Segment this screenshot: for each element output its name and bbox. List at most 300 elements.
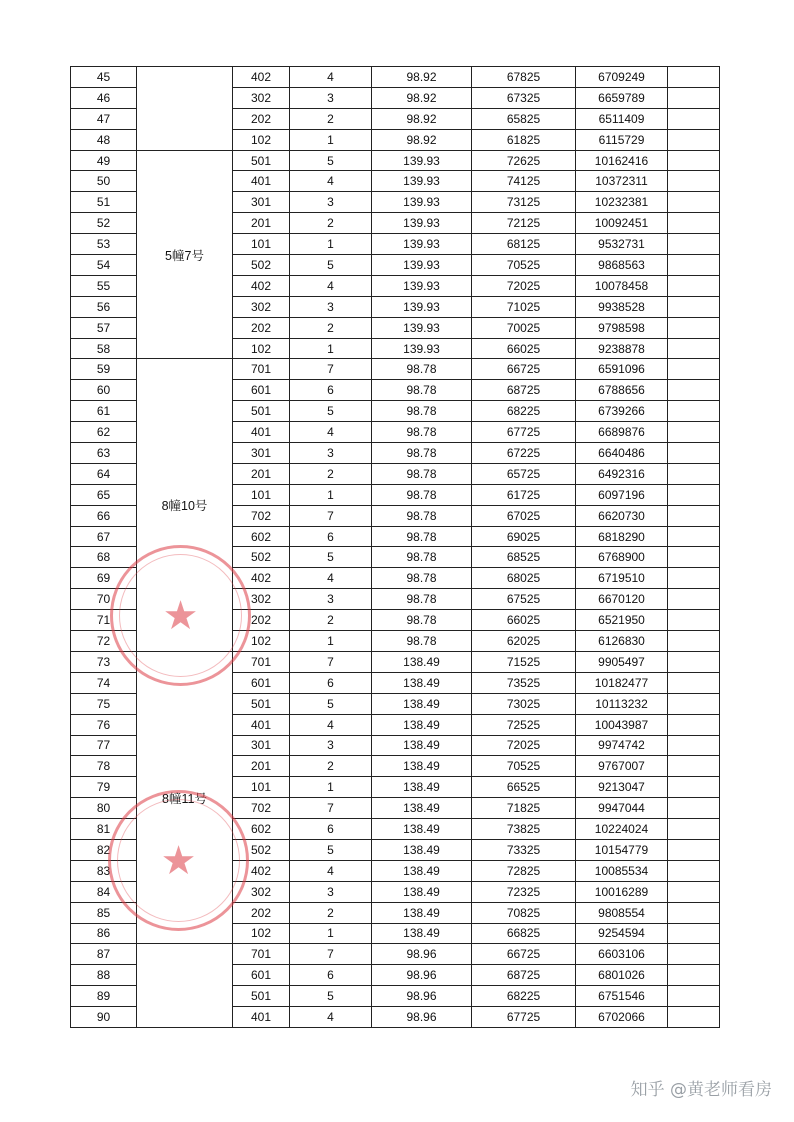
- unit-number: 401: [233, 1007, 290, 1028]
- total-price: 6739266: [576, 401, 668, 422]
- unit-price: 69025: [472, 526, 576, 547]
- area-value: 98.78: [372, 505, 472, 526]
- unit-price: 66825: [472, 923, 576, 944]
- row-index: 50: [71, 171, 137, 192]
- table-row: [71, 359, 720, 380]
- unit-price: 70825: [472, 902, 576, 923]
- row-index: 82: [71, 839, 137, 860]
- row-index: 76: [71, 714, 137, 735]
- unit-price: 70025: [472, 317, 576, 338]
- total-price: 6521950: [576, 610, 668, 631]
- remarks-cell: [668, 1007, 720, 1028]
- unit-price: 73525: [472, 672, 576, 693]
- table-row: [71, 150, 720, 171]
- row-index: 63: [71, 443, 137, 464]
- unit-number: 302: [233, 296, 290, 317]
- floor-number: 3: [290, 589, 372, 610]
- row-index: 74: [71, 672, 137, 693]
- row-index: 51: [71, 192, 137, 213]
- unit-number: 402: [233, 860, 290, 881]
- remarks-cell: [668, 819, 720, 840]
- row-index: 70: [71, 589, 137, 610]
- area-value: 98.78: [372, 610, 472, 631]
- floor-number: 4: [290, 275, 372, 296]
- area-value: 138.49: [372, 672, 472, 693]
- floor-number: 1: [290, 338, 372, 359]
- area-value: 98.78: [372, 422, 472, 443]
- total-price: 6115729: [576, 129, 668, 150]
- area-value: 139.93: [372, 192, 472, 213]
- unit-number: 302: [233, 87, 290, 108]
- row-index: 53: [71, 234, 137, 255]
- row-index: 85: [71, 902, 137, 923]
- area-value: 98.92: [372, 129, 472, 150]
- total-price: 6126830: [576, 631, 668, 652]
- unit-number: 202: [233, 108, 290, 129]
- remarks-cell: [668, 317, 720, 338]
- area-value: 98.92: [372, 108, 472, 129]
- unit-price: 61825: [472, 129, 576, 150]
- remarks-cell: [668, 902, 720, 923]
- remarks-cell: [668, 756, 720, 777]
- area-value: 98.96: [372, 965, 472, 986]
- unit-number: 501: [233, 401, 290, 422]
- area-value: 139.93: [372, 275, 472, 296]
- star-icon: ★: [160, 838, 197, 883]
- floor-number: 7: [290, 944, 372, 965]
- unit-number: 402: [233, 568, 290, 589]
- unit-number: 201: [233, 756, 290, 777]
- remarks-cell: [668, 944, 720, 965]
- unit-number: 601: [233, 672, 290, 693]
- unit-price: 73125: [472, 192, 576, 213]
- area-value: 139.93: [372, 213, 472, 234]
- unit-number: 502: [233, 255, 290, 276]
- total-price: 10162416: [576, 150, 668, 171]
- row-index: 80: [71, 798, 137, 819]
- unit-number: 601: [233, 965, 290, 986]
- remarks-cell: [668, 965, 720, 986]
- unit-number: 301: [233, 192, 290, 213]
- area-value: 138.49: [372, 902, 472, 923]
- unit-price: 73825: [472, 819, 576, 840]
- total-price: 6620730: [576, 505, 668, 526]
- row-index: 86: [71, 923, 137, 944]
- building-cell: 8幢11号: [137, 651, 233, 943]
- unit-number: 401: [233, 714, 290, 735]
- remarks-cell: [668, 547, 720, 568]
- row-index: 47: [71, 108, 137, 129]
- remarks-cell: [668, 589, 720, 610]
- table-row: [71, 651, 720, 672]
- row-index: 79: [71, 777, 137, 798]
- unit-price: 66025: [472, 338, 576, 359]
- unit-number: 201: [233, 213, 290, 234]
- unit-price: 70525: [472, 756, 576, 777]
- floor-number: 6: [290, 819, 372, 840]
- row-index: 73: [71, 651, 137, 672]
- unit-number: 102: [233, 631, 290, 652]
- unit-number: 701: [233, 651, 290, 672]
- unit-number: 502: [233, 839, 290, 860]
- area-value: 98.96: [372, 944, 472, 965]
- area-value: 98.78: [372, 463, 472, 484]
- area-value: 98.92: [372, 87, 472, 108]
- unit-price: 68025: [472, 568, 576, 589]
- row-index: 59: [71, 359, 137, 380]
- row-index: 89: [71, 986, 137, 1007]
- total-price: 10092451: [576, 213, 668, 234]
- total-price: 6511409: [576, 108, 668, 129]
- total-price: 6801026: [576, 965, 668, 986]
- row-index: 88: [71, 965, 137, 986]
- table-row: [71, 944, 720, 965]
- remarks-cell: [668, 672, 720, 693]
- floor-number: 5: [290, 150, 372, 171]
- row-index: 71: [71, 610, 137, 631]
- row-index: 58: [71, 338, 137, 359]
- unit-number: 302: [233, 881, 290, 902]
- total-price: 9947044: [576, 798, 668, 819]
- remarks-cell: [668, 568, 720, 589]
- floor-number: 7: [290, 359, 372, 380]
- remarks-cell: [668, 651, 720, 672]
- area-value: 139.93: [372, 317, 472, 338]
- row-index: 65: [71, 484, 137, 505]
- unit-price: 68225: [472, 986, 576, 1007]
- remarks-cell: [668, 87, 720, 108]
- remarks-cell: [668, 255, 720, 276]
- remarks-cell: [668, 610, 720, 631]
- unit-number: 202: [233, 902, 290, 923]
- total-price: 9798598: [576, 317, 668, 338]
- total-price: 6788656: [576, 380, 668, 401]
- row-index: 75: [71, 693, 137, 714]
- total-price: 6603106: [576, 944, 668, 965]
- remarks-cell: [668, 443, 720, 464]
- row-index: 48: [71, 129, 137, 150]
- unit-price: 67725: [472, 1007, 576, 1028]
- row-index: 69: [71, 568, 137, 589]
- unit-price: 68725: [472, 380, 576, 401]
- total-price: 6702066: [576, 1007, 668, 1028]
- area-value: 139.93: [372, 255, 472, 276]
- floor-number: 2: [290, 902, 372, 923]
- unit-price: 74125: [472, 171, 576, 192]
- unit-price: 68225: [472, 401, 576, 422]
- unit-price: 66025: [472, 610, 576, 631]
- unit-price: 66725: [472, 944, 576, 965]
- total-price: 6591096: [576, 359, 668, 380]
- area-value: 98.78: [372, 568, 472, 589]
- unit-number: 102: [233, 338, 290, 359]
- remarks-cell: [668, 108, 720, 129]
- unit-price: 70525: [472, 255, 576, 276]
- floor-number: 4: [290, 422, 372, 443]
- row-index: 62: [71, 422, 137, 443]
- unit-number: 102: [233, 923, 290, 944]
- floor-number: 4: [290, 714, 372, 735]
- area-value: 98.78: [372, 484, 472, 505]
- area-value: 138.49: [372, 923, 472, 944]
- unit-number: 202: [233, 317, 290, 338]
- floor-number: 5: [290, 986, 372, 1007]
- area-value: 138.49: [372, 819, 472, 840]
- total-price: 9238878: [576, 338, 668, 359]
- area-value: 98.78: [372, 443, 472, 464]
- remarks-cell: [668, 526, 720, 547]
- area-value: 138.49: [372, 756, 472, 777]
- unit-number: 501: [233, 150, 290, 171]
- total-price: 9868563: [576, 255, 668, 276]
- row-index: 55: [71, 275, 137, 296]
- row-index: 83: [71, 860, 137, 881]
- unit-number: 101: [233, 777, 290, 798]
- remarks-cell: [668, 338, 720, 359]
- floor-number: 1: [290, 234, 372, 255]
- area-value: 98.78: [372, 526, 472, 547]
- row-index: 87: [71, 944, 137, 965]
- row-index: 61: [71, 401, 137, 422]
- total-price: 10085534: [576, 860, 668, 881]
- area-value: 138.49: [372, 714, 472, 735]
- total-price: 6659789: [576, 87, 668, 108]
- floor-number: 1: [290, 631, 372, 652]
- unit-price: 61725: [472, 484, 576, 505]
- unit-number: 702: [233, 798, 290, 819]
- total-price: 10016289: [576, 881, 668, 902]
- area-value: 98.78: [372, 589, 472, 610]
- floor-number: 5: [290, 255, 372, 276]
- row-index: 46: [71, 87, 137, 108]
- floor-number: 6: [290, 380, 372, 401]
- row-index: 45: [71, 67, 137, 88]
- remarks-cell: [668, 986, 720, 1007]
- total-price: 6640486: [576, 443, 668, 464]
- unit-number: 701: [233, 359, 290, 380]
- unit-number: 102: [233, 129, 290, 150]
- area-value: 138.49: [372, 693, 472, 714]
- floor-number: 2: [290, 756, 372, 777]
- unit-price: 67325: [472, 87, 576, 108]
- remarks-cell: [668, 359, 720, 380]
- remarks-cell: [668, 171, 720, 192]
- floor-number: 2: [290, 463, 372, 484]
- unit-price: 68725: [472, 965, 576, 986]
- remarks-cell: [668, 881, 720, 902]
- area-value: 98.92: [372, 67, 472, 88]
- area-value: 138.49: [372, 860, 472, 881]
- unit-number: 702: [233, 505, 290, 526]
- unit-number: 202: [233, 610, 290, 631]
- row-index: 78: [71, 756, 137, 777]
- unit-price: 72025: [472, 275, 576, 296]
- floor-number: 2: [290, 317, 372, 338]
- total-price: 9905497: [576, 651, 668, 672]
- remarks-cell: [668, 67, 720, 88]
- area-value: 139.93: [372, 338, 472, 359]
- unit-price: 71525: [472, 651, 576, 672]
- area-value: 138.49: [372, 839, 472, 860]
- total-price: 9767007: [576, 756, 668, 777]
- unit-number: 501: [233, 986, 290, 1007]
- unit-price: 73325: [472, 839, 576, 860]
- floor-number: 3: [290, 87, 372, 108]
- total-price: 6719510: [576, 568, 668, 589]
- unit-number: 502: [233, 547, 290, 568]
- watermark: 知乎 @黄老师看房: [630, 1080, 772, 1100]
- floor-number: 5: [290, 401, 372, 422]
- floor-number: 3: [290, 296, 372, 317]
- floor-number: 4: [290, 1007, 372, 1028]
- floor-number: 3: [290, 735, 372, 756]
- remarks-cell: [668, 631, 720, 652]
- floor-number: 1: [290, 777, 372, 798]
- total-price: 9808554: [576, 902, 668, 923]
- unit-price: 66525: [472, 777, 576, 798]
- floor-number: 4: [290, 171, 372, 192]
- unit-number: 602: [233, 819, 290, 840]
- floor-number: 1: [290, 129, 372, 150]
- remarks-cell: [668, 129, 720, 150]
- remarks-cell: [668, 192, 720, 213]
- row-index: 68: [71, 547, 137, 568]
- remarks-cell: [668, 275, 720, 296]
- floor-number: 4: [290, 67, 372, 88]
- area-value: 98.96: [372, 1007, 472, 1028]
- remarks-cell: [668, 296, 720, 317]
- total-price: 10372311: [576, 171, 668, 192]
- area-value: 138.49: [372, 881, 472, 902]
- row-index: 77: [71, 735, 137, 756]
- total-price: 6818290: [576, 526, 668, 547]
- unit-number: 402: [233, 275, 290, 296]
- building-cell: [137, 944, 233, 1028]
- unit-price: 72625: [472, 150, 576, 171]
- area-value: 98.78: [372, 401, 472, 422]
- unit-number: 301: [233, 443, 290, 464]
- row-index: 52: [71, 213, 137, 234]
- total-price: 9974742: [576, 735, 668, 756]
- price-list-table: [70, 66, 720, 1028]
- floor-number: 3: [290, 443, 372, 464]
- remarks-cell: [668, 693, 720, 714]
- row-index: 64: [71, 463, 137, 484]
- unit-number: 301: [233, 735, 290, 756]
- total-price: 10224024: [576, 819, 668, 840]
- floor-number: 2: [290, 213, 372, 234]
- unit-price: 73025: [472, 693, 576, 714]
- floor-number: 6: [290, 672, 372, 693]
- unit-price: 71825: [472, 798, 576, 819]
- remarks-cell: [668, 234, 720, 255]
- row-index: 72: [71, 631, 137, 652]
- floor-number: 4: [290, 860, 372, 881]
- building-cell: [137, 67, 233, 151]
- row-index: 49: [71, 150, 137, 171]
- area-value: 139.93: [372, 234, 472, 255]
- unit-price: 72325: [472, 881, 576, 902]
- unit-price: 72125: [472, 213, 576, 234]
- unit-number: 201: [233, 463, 290, 484]
- building-cell: 8幢10号: [137, 359, 233, 651]
- unit-number: 501: [233, 693, 290, 714]
- remarks-cell: [668, 150, 720, 171]
- total-price: 10113232: [576, 693, 668, 714]
- total-price: 6689876: [576, 422, 668, 443]
- unit-price: 67725: [472, 422, 576, 443]
- remarks-cell: [668, 463, 720, 484]
- floor-number: 3: [290, 192, 372, 213]
- row-index: 81: [71, 819, 137, 840]
- unit-number: 101: [233, 234, 290, 255]
- total-price: 10043987: [576, 714, 668, 735]
- unit-price: 72525: [472, 714, 576, 735]
- remarks-cell: [668, 798, 720, 819]
- unit-price: 67525: [472, 589, 576, 610]
- remarks-cell: [668, 923, 720, 944]
- unit-price: 66725: [472, 359, 576, 380]
- unit-price: 67225: [472, 443, 576, 464]
- total-price: 6670120: [576, 589, 668, 610]
- area-value: 98.78: [372, 631, 472, 652]
- floor-number: 5: [290, 693, 372, 714]
- unit-number: 701: [233, 944, 290, 965]
- unit-number: 401: [233, 422, 290, 443]
- floor-number: 1: [290, 484, 372, 505]
- remarks-cell: [668, 839, 720, 860]
- unit-price: 68525: [472, 547, 576, 568]
- row-index: 67: [71, 526, 137, 547]
- area-value: 138.49: [372, 651, 472, 672]
- floor-number: 6: [290, 526, 372, 547]
- area-value: 139.93: [372, 296, 472, 317]
- floor-number: 2: [290, 108, 372, 129]
- area-value: 98.78: [372, 380, 472, 401]
- unit-price: 67025: [472, 505, 576, 526]
- remarks-cell: [668, 505, 720, 526]
- remarks-cell: [668, 735, 720, 756]
- area-value: 98.96: [372, 986, 472, 1007]
- remarks-cell: [668, 777, 720, 798]
- unit-number: 101: [233, 484, 290, 505]
- row-index: 84: [71, 881, 137, 902]
- total-price: 10078458: [576, 275, 668, 296]
- total-price: 9213047: [576, 777, 668, 798]
- row-index: 60: [71, 380, 137, 401]
- unit-price: 72025: [472, 735, 576, 756]
- remarks-cell: [668, 380, 720, 401]
- row-index: 90: [71, 1007, 137, 1028]
- unit-price: 72825: [472, 860, 576, 881]
- remarks-cell: [668, 422, 720, 443]
- area-value: 139.93: [372, 150, 472, 171]
- total-price: 9938528: [576, 296, 668, 317]
- unit-number: 302: [233, 589, 290, 610]
- row-index: 57: [71, 317, 137, 338]
- unit-number: 402: [233, 67, 290, 88]
- row-index: 56: [71, 296, 137, 317]
- total-price: 6751546: [576, 986, 668, 1007]
- remarks-cell: [668, 484, 720, 505]
- remarks-cell: [668, 714, 720, 735]
- floor-number: 7: [290, 798, 372, 819]
- total-price: 6492316: [576, 463, 668, 484]
- total-price: 9532731: [576, 234, 668, 255]
- unit-number: 602: [233, 526, 290, 547]
- star-icon: ★: [162, 593, 199, 638]
- floor-number: 4: [290, 568, 372, 589]
